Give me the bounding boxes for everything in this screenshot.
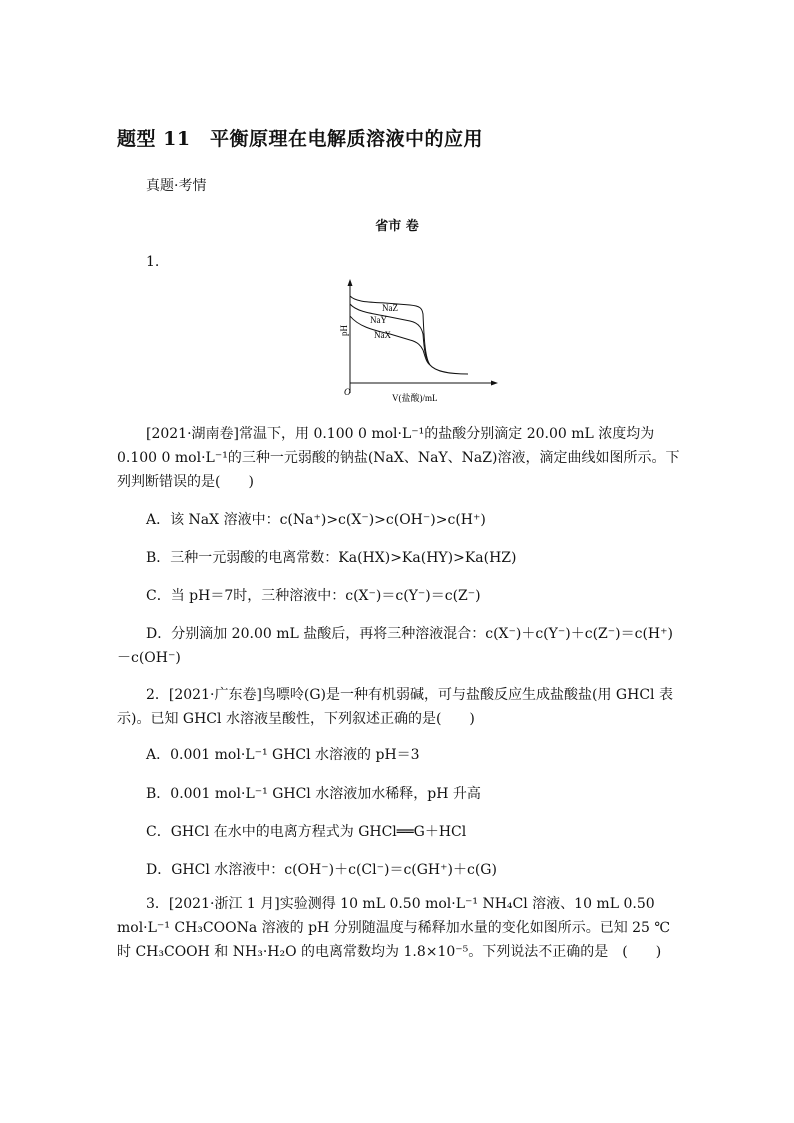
question-1-number: 1.: [146, 254, 160, 270]
question-1-option-b: B．三种一元弱酸的电离常数：Ka(HX)>Ka(HY)>Ka(HZ): [146, 550, 517, 566]
question-3-stem: 3．[2021·浙江 1 月]实验测得 10 mL 0.50 mol·L⁻¹ NH₄Cl 溶液、10 mL 0.50 mol·L⁻¹ CH₃COONa 溶液的 pH 分别随温度与稀释加水量的变化如图所示。已知 25 ℃时 CH₃COOH 和 NH₃·H₂O 的电离常数均为 1.8×10⁻⁵。下列说法不正确的是 ( ): [117, 896, 671, 960]
page-title: 题型 11 平衡原理在电解质溶液中的应用: [117, 128, 484, 150]
series-label-naz: NaZ: [382, 303, 398, 313]
series-label-nax: NaX: [374, 330, 391, 340]
curve-naz: [350, 296, 468, 374]
question-2-option-c: C．GHCl 在水中的电离方程式为 GHCl══G＋HCl: [146, 824, 467, 840]
section-subhead: 真题·考情: [146, 178, 207, 194]
series-label-nay: NaY: [370, 315, 387, 325]
question-1-option-c: C．当 pH＝7时，三种溶液中：c(X⁻)＝c(Y⁻)＝c(Z⁻): [146, 588, 481, 604]
x-axis-label: V(盐酸)/mL: [392, 393, 438, 403]
question-2-option-b: B．0.001 mol·L⁻¹ GHCl 水溶液加水稀释，pH 升高: [146, 786, 481, 802]
question-1-option-d: D．分别滴加 20.00 mL 盐酸后，再将三种溶液混合：c(X⁻)＋c(Y⁻)＋c(Z⁻)＝c(H⁺)－c(OH⁻): [117, 626, 673, 666]
question-1-stem: [2021·湖南卷]常温下，用 0.100 0 mol·L⁻¹的盐酸分别滴定 20.00 mL 浓度均为 0.100 0 mol·L⁻¹的三种一元弱酸的钠盐(NaX、NaY、NaZ)溶液，滴定曲线如图所示。下列判断错误的是( ): [117, 426, 680, 490]
question-2-stem: 2．[2021·广东卷]鸟嘌呤(G)是一种有机弱碱，可与盐酸反应生成盐酸盐(用 GHCl 表示)。已知 GHCl 水溶液呈酸性，下列叙述正确的是( ): [117, 687, 673, 727]
question-1-option-a: A．该 NaX 溶液中：c(Na⁺)>c(X⁻)>c(OH⁻)>c(H⁺): [146, 512, 486, 528]
y-axis-label: pH: [339, 325, 349, 336]
titration-chart: [330, 278, 500, 406]
question-2-option-a: A．0.001 mol·L⁻¹ GHCl 水溶液的 pH＝3: [146, 747, 420, 763]
question-2-option-d: D．GHCl 水溶液中：c(OH⁻)＋c(Cl⁻)＝c(GH⁺)＋c(G): [146, 862, 497, 878]
x-axis: [350, 381, 498, 386]
curve-nax: [350, 316, 430, 365]
origin-label: O: [344, 387, 351, 397]
section-label: 省市 卷: [375, 219, 419, 234]
